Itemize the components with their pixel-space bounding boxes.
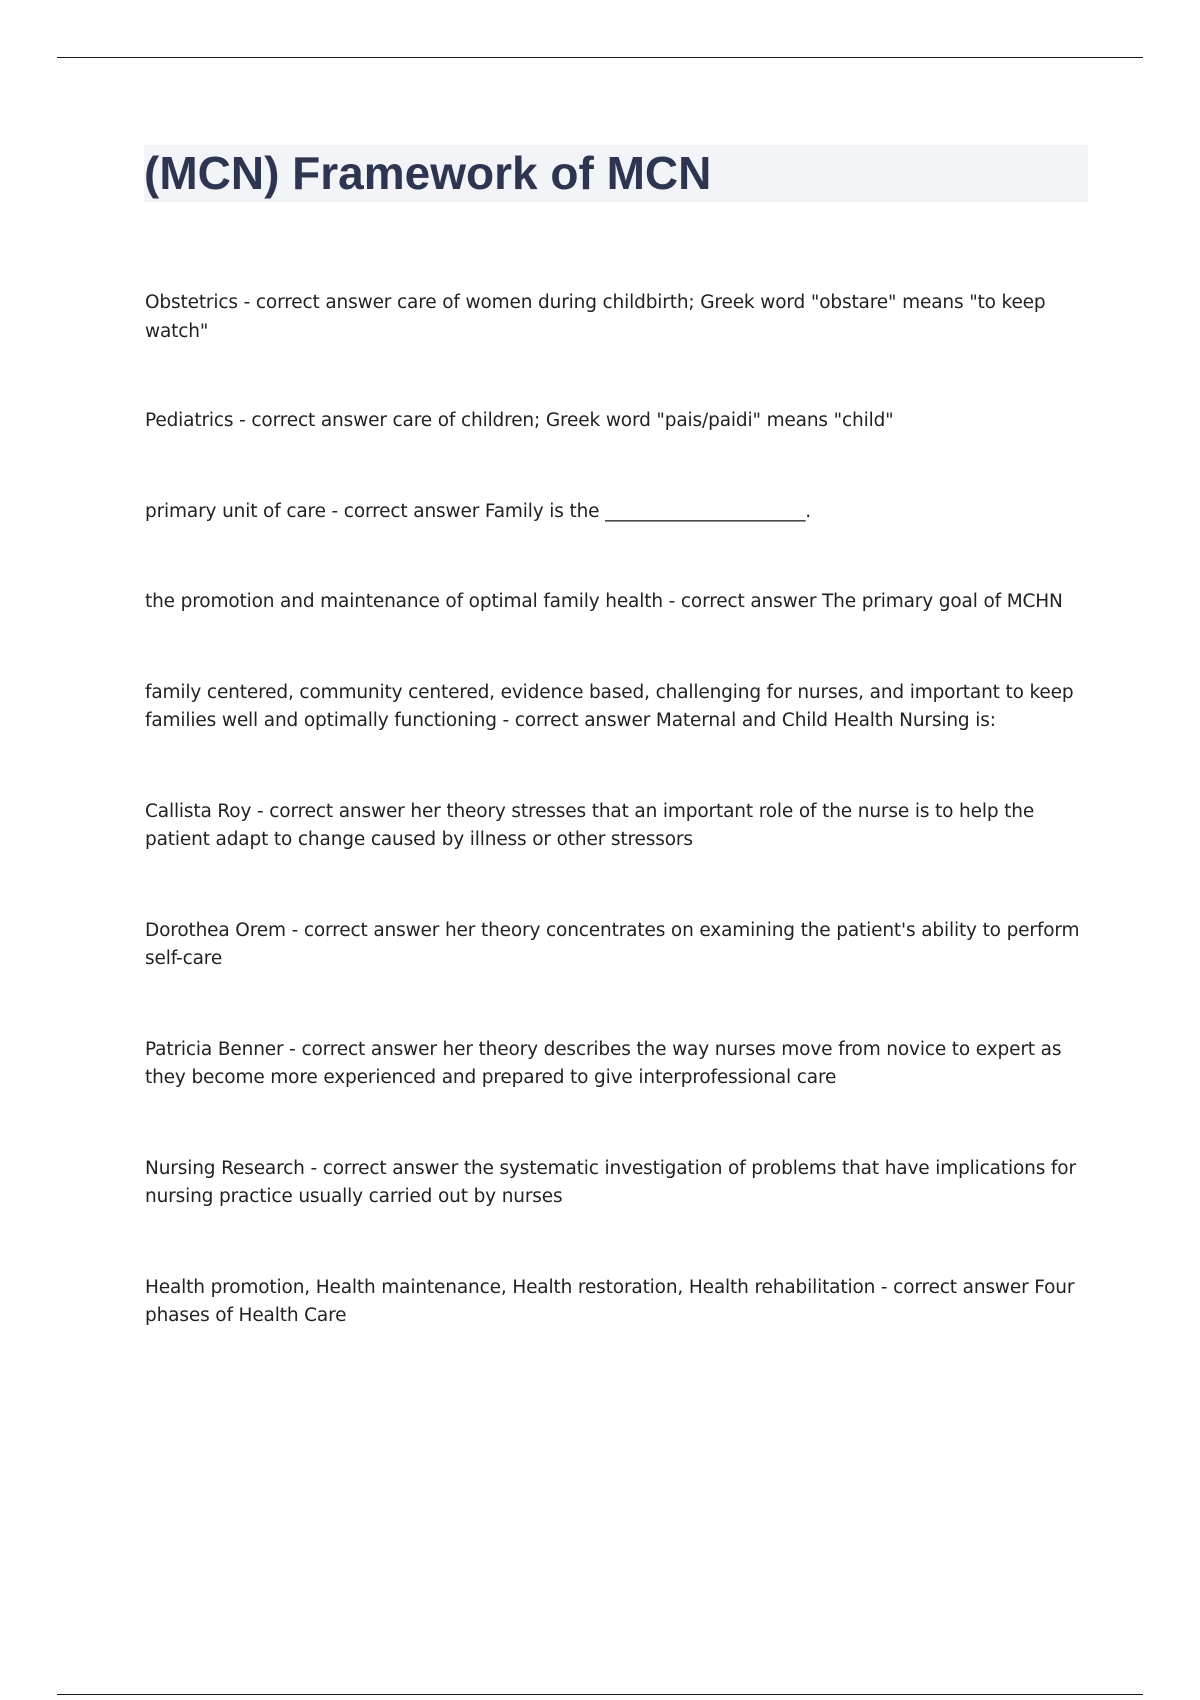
flashcard-item: Pediatrics - correct answer care of children; Greek word "pais/paidi" means "child" xyxy=(145,410,894,431)
flashcard-item: primary unit of care - correct answer Family is the ______________________. xyxy=(145,500,812,522)
flashcard-item: family centered, community centered, evidence based, challenging for nurses, and important to keep families well and optimally functioning - correct answer Maternal and Child Health Nursing is: xyxy=(145,681,1074,731)
page-title: (MCN) Framework of MCN xyxy=(144,147,712,199)
flashcard-item: Nursing Research - correct answer the systematic investigation of problems that have implications for nursing practice usually carried out by nurses xyxy=(145,1157,1076,1207)
flashcard-list xyxy=(145,289,1090,1331)
flashcard-item: Callista Roy - correct answer her theory stresses that an important role of the nurse is to help the patient adapt to change caused by illness or other stressors xyxy=(145,800,1035,850)
flashcard-item: the promotion and maintenance of optimal family health - correct answer The primary goal of MCHN xyxy=(145,591,1063,612)
flashcard-item: Dorothea Orem - correct answer her theory concentrates on examining the patient's ability to perform self-care xyxy=(145,919,1080,969)
top-divider xyxy=(57,57,1143,58)
flashcard-item: Obstetrics - correct answer care of women during childbirth; Greek word "obstare" means "to keep watch" xyxy=(145,292,1046,342)
flashcard-item: Health promotion, Health maintenance, Health restoration, Health rehabilitation - correct answer Four phases of Health Care xyxy=(145,1276,1075,1326)
flashcard-item: Patricia Benner - correct answer her theory describes the way nurses move from novice to expert as they become more experienced and prepared to give interprofessional care xyxy=(145,1038,1062,1088)
bottom-divider xyxy=(57,1694,1143,1695)
